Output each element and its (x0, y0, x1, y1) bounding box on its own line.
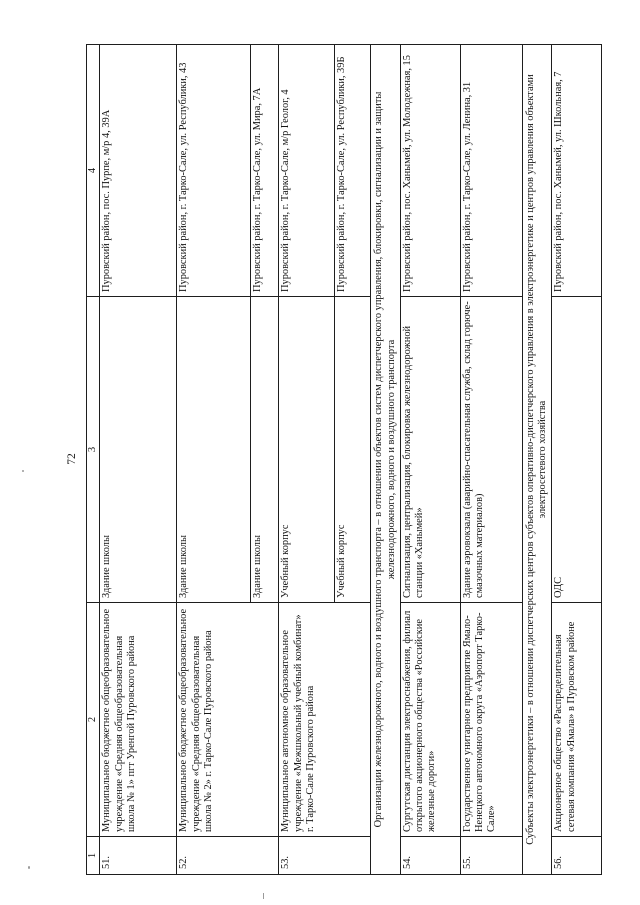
objects-table (86, 44, 602, 875)
table-row (552, 45, 602, 875)
address-cell: Пуровский район, г. Тарко-Сале, ул. Ленина, 31 (460, 45, 522, 297)
address-cell: Пуровский район, г. Тарко-Сале, ул. Республики, 39Б (335, 45, 371, 297)
table-row (177, 45, 251, 875)
section-row-transport (371, 45, 401, 875)
object-cell: Здание школы (251, 297, 279, 603)
table-row (279, 45, 335, 875)
address-cell: Пуровский район, пос. Ханымей, ул. Школьная, 7 (552, 45, 602, 297)
scan-speck (28, 866, 30, 869)
object-cell: ОДС (552, 297, 602, 603)
header-col-4: 4 (87, 45, 100, 297)
address-cell: Пуровский район, пос. Пурпе, м/р 4, 39А (100, 45, 177, 297)
section-heading: Организации железнодорожного, водного и воздушного транспорта – в отношении объектов систем диспетчерского управления, блокировки, сигнализации и защиты железнодорожного, водного и воздушного транспорта (371, 45, 401, 875)
organization-cell: Муниципальное бюджетное общеобразовательное учреждение «Средняя общеобразовательная школа № 2» г. Тарко-Сале Пуровского района (177, 603, 279, 837)
row-number: 56. (552, 837, 602, 875)
rotated-page (60, 32, 577, 889)
row-number: 54. (400, 837, 460, 875)
object-cell: Сигнализация, централизация, блокировка железнодорожной станции «Ханымей» (400, 297, 460, 603)
row-number: 52. (177, 837, 279, 875)
row-number: 55. (460, 837, 522, 875)
object-cell: Здание школы (100, 297, 177, 603)
object-cell: Учебный корпус (335, 297, 371, 603)
address-cell: Пуровский район, г. Тарко-Сале, ул. Мира, 7А (251, 45, 279, 297)
object-cell: Здание школы (177, 297, 251, 603)
header-col-3: 3 (87, 297, 100, 603)
organization-cell: Сургутская дистанция электроснабжения, филиал открытого акционерного общества «Российские железные дороги» (400, 603, 460, 837)
address-cell: Пуровский район, пос. Ханымей, ул. Молодежная, 15 (400, 45, 460, 297)
table-row (460, 45, 522, 875)
object-cell: Здание аэровокзала (аварийно-спасательная служба, склад горюче-смазочных материалов) (460, 297, 522, 603)
section-row-energy (522, 45, 552, 875)
page-content (60, 32, 577, 889)
scan-speck (263, 893, 264, 899)
header-col-2: 2 (87, 603, 100, 837)
header-col-1: 1 (87, 837, 100, 875)
table-row (400, 45, 460, 875)
table-header-row (87, 45, 100, 875)
address-cell: Пуровский район, г. Тарко-Сале, м/р Геолог, 4 (279, 45, 335, 297)
object-cell: Учебный корпус (279, 297, 335, 603)
table-row (100, 45, 177, 875)
row-number: 51. (100, 837, 177, 875)
row-number: 53. (279, 837, 371, 875)
page-number: 72 (66, 453, 78, 465)
organization-cell: Муниципальное автономное образовательное учреждение «Межшкольный учебный комбинат» г. Тарко-Сале Пуровского района (279, 603, 371, 837)
scan-speck (22, 470, 24, 472)
organization-cell: Муниципальное бюджетное общеобразовательное учреждение «Средняя общеобразовательная школа № 1» пгт Уренгой Пуровского района (100, 603, 177, 837)
organization-cell: Акционерное общество «Распределительная сетевая компания «Ямала» в Пуровском районе (552, 603, 602, 837)
section-heading: Субъекты электроэнергетики – в отношении диспетчерских центров субъектов оперативно-диспетчерского управления в электроэнергетике и центров управления объектами электросетевого хозяйства (522, 45, 552, 875)
address-cell: Пуровский район, г. Тарко-Сале, ул. Республики, 43 (177, 45, 251, 297)
organization-cell: Государственное унитарное предприятие Ямало-Ненецкого автономного округа «Аэропорт Тарко-Сале» (460, 603, 522, 837)
